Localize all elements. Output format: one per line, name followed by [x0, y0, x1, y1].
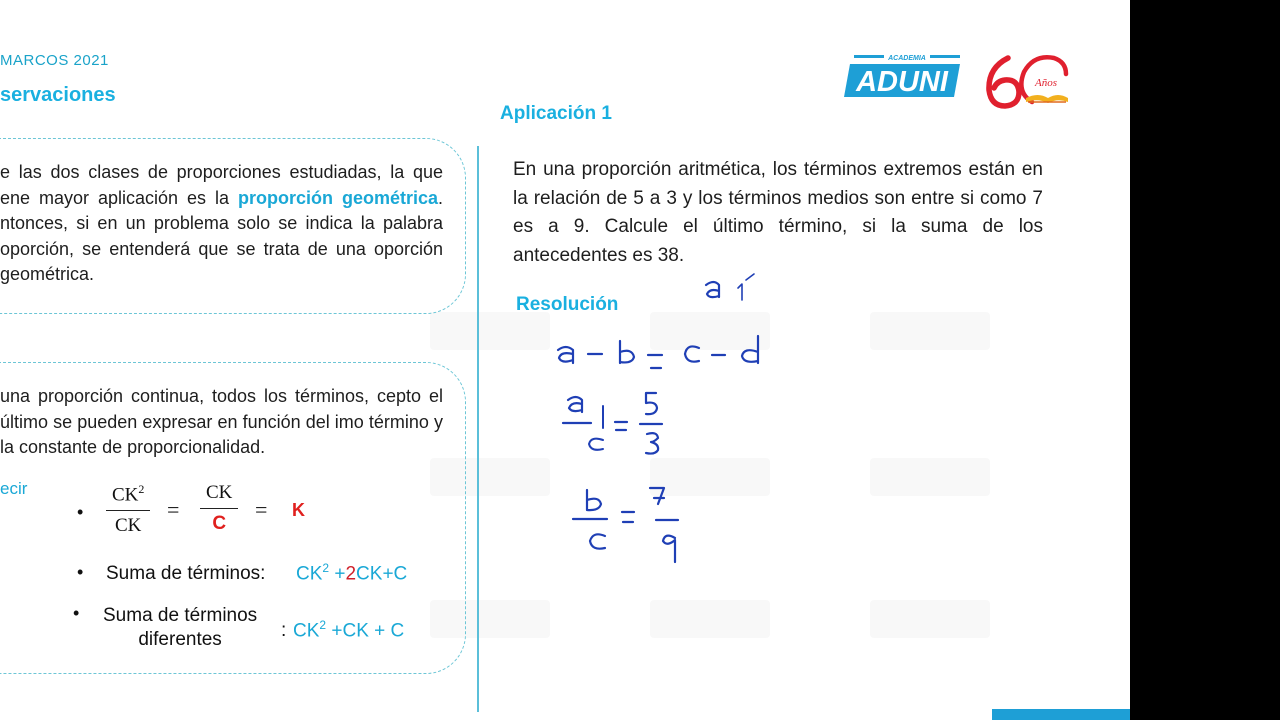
section-title: servaciones [0, 84, 116, 106]
sum-terms-label: Suma de términos: [106, 563, 266, 584]
observation-text-2: una proporción continua, todos los términos, cepto el último se pueden expresar en función del imo término y la constante de proporcionalidad. [0, 386, 443, 457]
expr: CK [296, 563, 323, 585]
bullet-icon: • [77, 502, 84, 522]
application-title: Aplicación 1 [500, 103, 612, 124]
denominator: CK [115, 515, 142, 537]
coefficient: 2 [345, 563, 357, 585]
exponent: 2 [322, 561, 330, 575]
aduni-text: ADUNI [856, 66, 948, 98]
black-letterbox [1130, 0, 1280, 720]
aduni-logo [842, 52, 962, 98]
vertical-divider [477, 146, 479, 712]
fraction-ck2-ck [106, 482, 150, 537]
numerator: CK [200, 482, 238, 509]
watermark [650, 600, 770, 638]
expr: CK [293, 620, 320, 642]
anos-text: Años [1035, 77, 1057, 89]
exponent: 2 [138, 482, 145, 496]
bottom-accent-bar [992, 709, 1130, 720]
academia-text: ACADEMIA [888, 55, 926, 62]
watermark [870, 600, 990, 638]
handwritten-annotations [540, 270, 800, 580]
colon: : [281, 620, 287, 641]
text-segment: . ntonces, si en un problema solo se indica la palabra oporción, se entenderá que se trata de una oporción geométrica. [0, 187, 444, 284]
exponent: 2 [319, 618, 327, 632]
sum-terms-expression [296, 561, 407, 585]
equals-sign: = [255, 497, 268, 522]
watermark [870, 458, 990, 496]
observation-text-1 [0, 160, 443, 288]
watermark [430, 312, 550, 350]
sum-different-terms-label [103, 604, 257, 652]
expr: + [329, 563, 346, 585]
equals-sign: = [167, 497, 180, 522]
highlight-geometric-proportion: proporción geométrica [237, 187, 438, 208]
watermark [870, 312, 990, 350]
numerator: CK [112, 484, 139, 506]
resolution-title: Resolución [516, 294, 619, 315]
bullet-icon: • [73, 603, 80, 623]
bullet-icon: • [77, 562, 84, 582]
sixty-years-logo [984, 52, 1070, 110]
label-line: diferentes [138, 629, 222, 650]
sum-different-terms-expression [293, 618, 404, 642]
constant-k: K [292, 500, 305, 520]
text-segment: e las dos clases de proporciones estudiadas, la que ene mayor aplicación es la [0, 162, 443, 208]
label-line: Suma de términos [103, 605, 258, 626]
expr: +CK + C [326, 620, 405, 642]
es-decir-label: ecir [0, 479, 28, 498]
fraction-ck-c [200, 482, 238, 535]
expr: CK+C [356, 563, 408, 585]
exam-label: MARCOS 2021 [0, 52, 109, 69]
denominator: C [212, 513, 227, 534]
problem-statement: En una proporción aritmética, los términos extremos están en la relación de 5 a 3 y los términos medios son entre si como 7 es a 9. Calcule el último término, si la suma de los antecedentes es 38. [513, 159, 1043, 266]
